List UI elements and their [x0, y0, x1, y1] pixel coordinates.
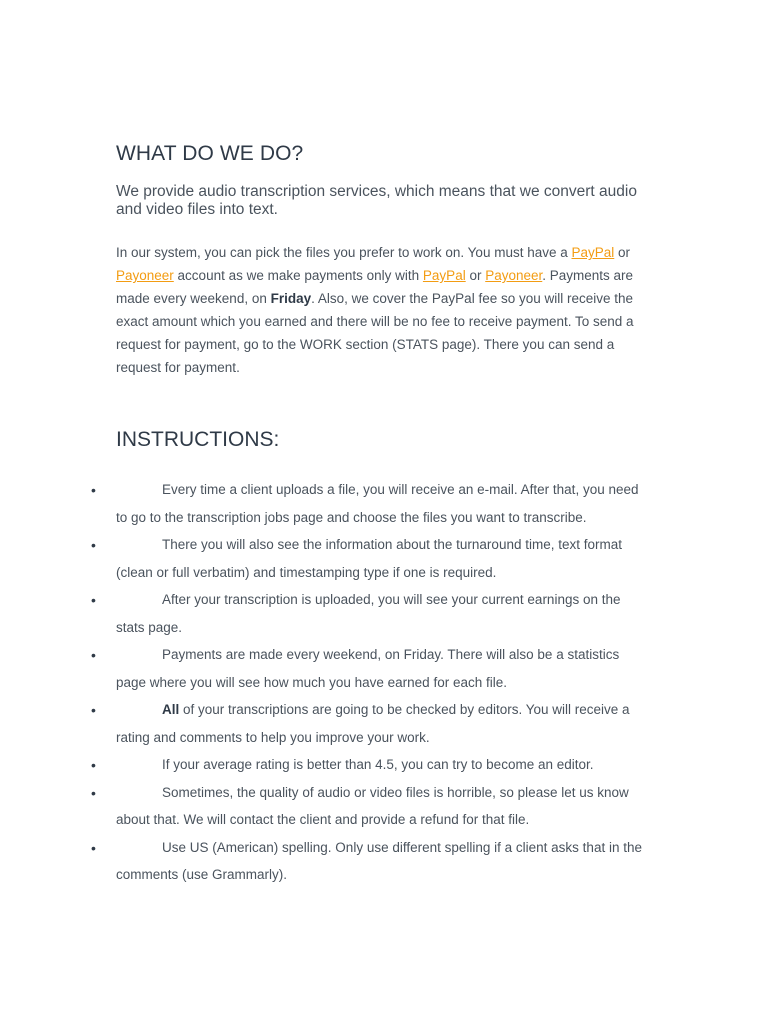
list-item-text: Use US (American) spelling. Only use different spelling if a client asks that in the comments (use Grammarly). [116, 839, 642, 882]
bullet-icon: • [91, 647, 96, 663]
payoneer-link[interactable]: Payoneer [116, 268, 174, 283]
bullet-icon: • [91, 592, 96, 608]
list-item [0, 531, 646, 586]
para-text: or [614, 245, 631, 260]
paypal-link[interactable]: PayPal [422, 268, 466, 283]
instructions-list [0, 476, 768, 889]
list-item [0, 779, 646, 834]
list-item-text-rest: of your transcriptions are going to be checked by editors. You will receive a rating and comments to help you improve your work. [116, 702, 630, 745]
para-text: . Payments are made every weekend, on [116, 268, 634, 306]
para-text: . Also, we cover the PayPal fee so you will receive the exact amount which you earned and there will be no fee to receive payment. To send a request for payment, go to the WORK section (STATS page). There you can send a request for payment. [116, 291, 634, 375]
bullet-icon: • [91, 784, 96, 801]
paypal-link[interactable]: PayPal [571, 245, 615, 260]
list-item-text: Payments are made every weekend, on Friday. There will also be a statistics page where you will see how much you have earned for each file. [116, 647, 620, 690]
list-item [0, 586, 646, 641]
list-item-text: Every time a client uploads a file, you will receive an e-mail. After that, you need to go to the transcription jobs page and choose the files you want to transcribe. [116, 482, 639, 525]
bullet-icon: • [91, 482, 96, 498]
bullet-icon: • [91, 839, 96, 856]
list-item-text: Sometimes, the quality of audio or video files is horrible, so please let us know about that. We will contact the client and provide a refund for that file. [116, 784, 629, 827]
list-item-text: There you will also see the information about the turnaround time, text format (clean or full verbatim) and timestamping type if one is required. [116, 537, 622, 580]
payoneer-link[interactable]: Payoneer [485, 268, 543, 283]
list-item [0, 641, 646, 696]
list-item [0, 751, 646, 779]
friday-emphasis: Friday [270, 291, 312, 306]
intro-lead: We provide audio transcription services, which means that we convert audio and video files into text. [116, 183, 637, 218]
para-text: or [465, 268, 486, 283]
bullet-icon: • [91, 702, 96, 718]
bullet-icon: • [91, 757, 96, 773]
para-text: account as we make payments only with [173, 268, 423, 283]
list-item-text: After your transcription is uploaded, you will see your current earnings on the stats page. [116, 592, 621, 635]
section-title-instructions: INSTRUCTIONS: [116, 428, 280, 451]
list-item [0, 696, 646, 751]
list-item-text: If your average rating is better than 4.5, you can try to become an editor. [162, 757, 594, 772]
all-emphasis: All [162, 702, 180, 717]
list-item-text [116, 696, 646, 751]
payment-paragraph [116, 241, 656, 379]
section-title-what-we-do: WHAT DO WE DO? [116, 142, 304, 165]
list-item [0, 834, 646, 889]
bullet-icon: • [91, 537, 96, 553]
para-text: In our system, you can pick the files you prefer to work on. You must have a [116, 245, 572, 260]
list-item [0, 476, 646, 531]
